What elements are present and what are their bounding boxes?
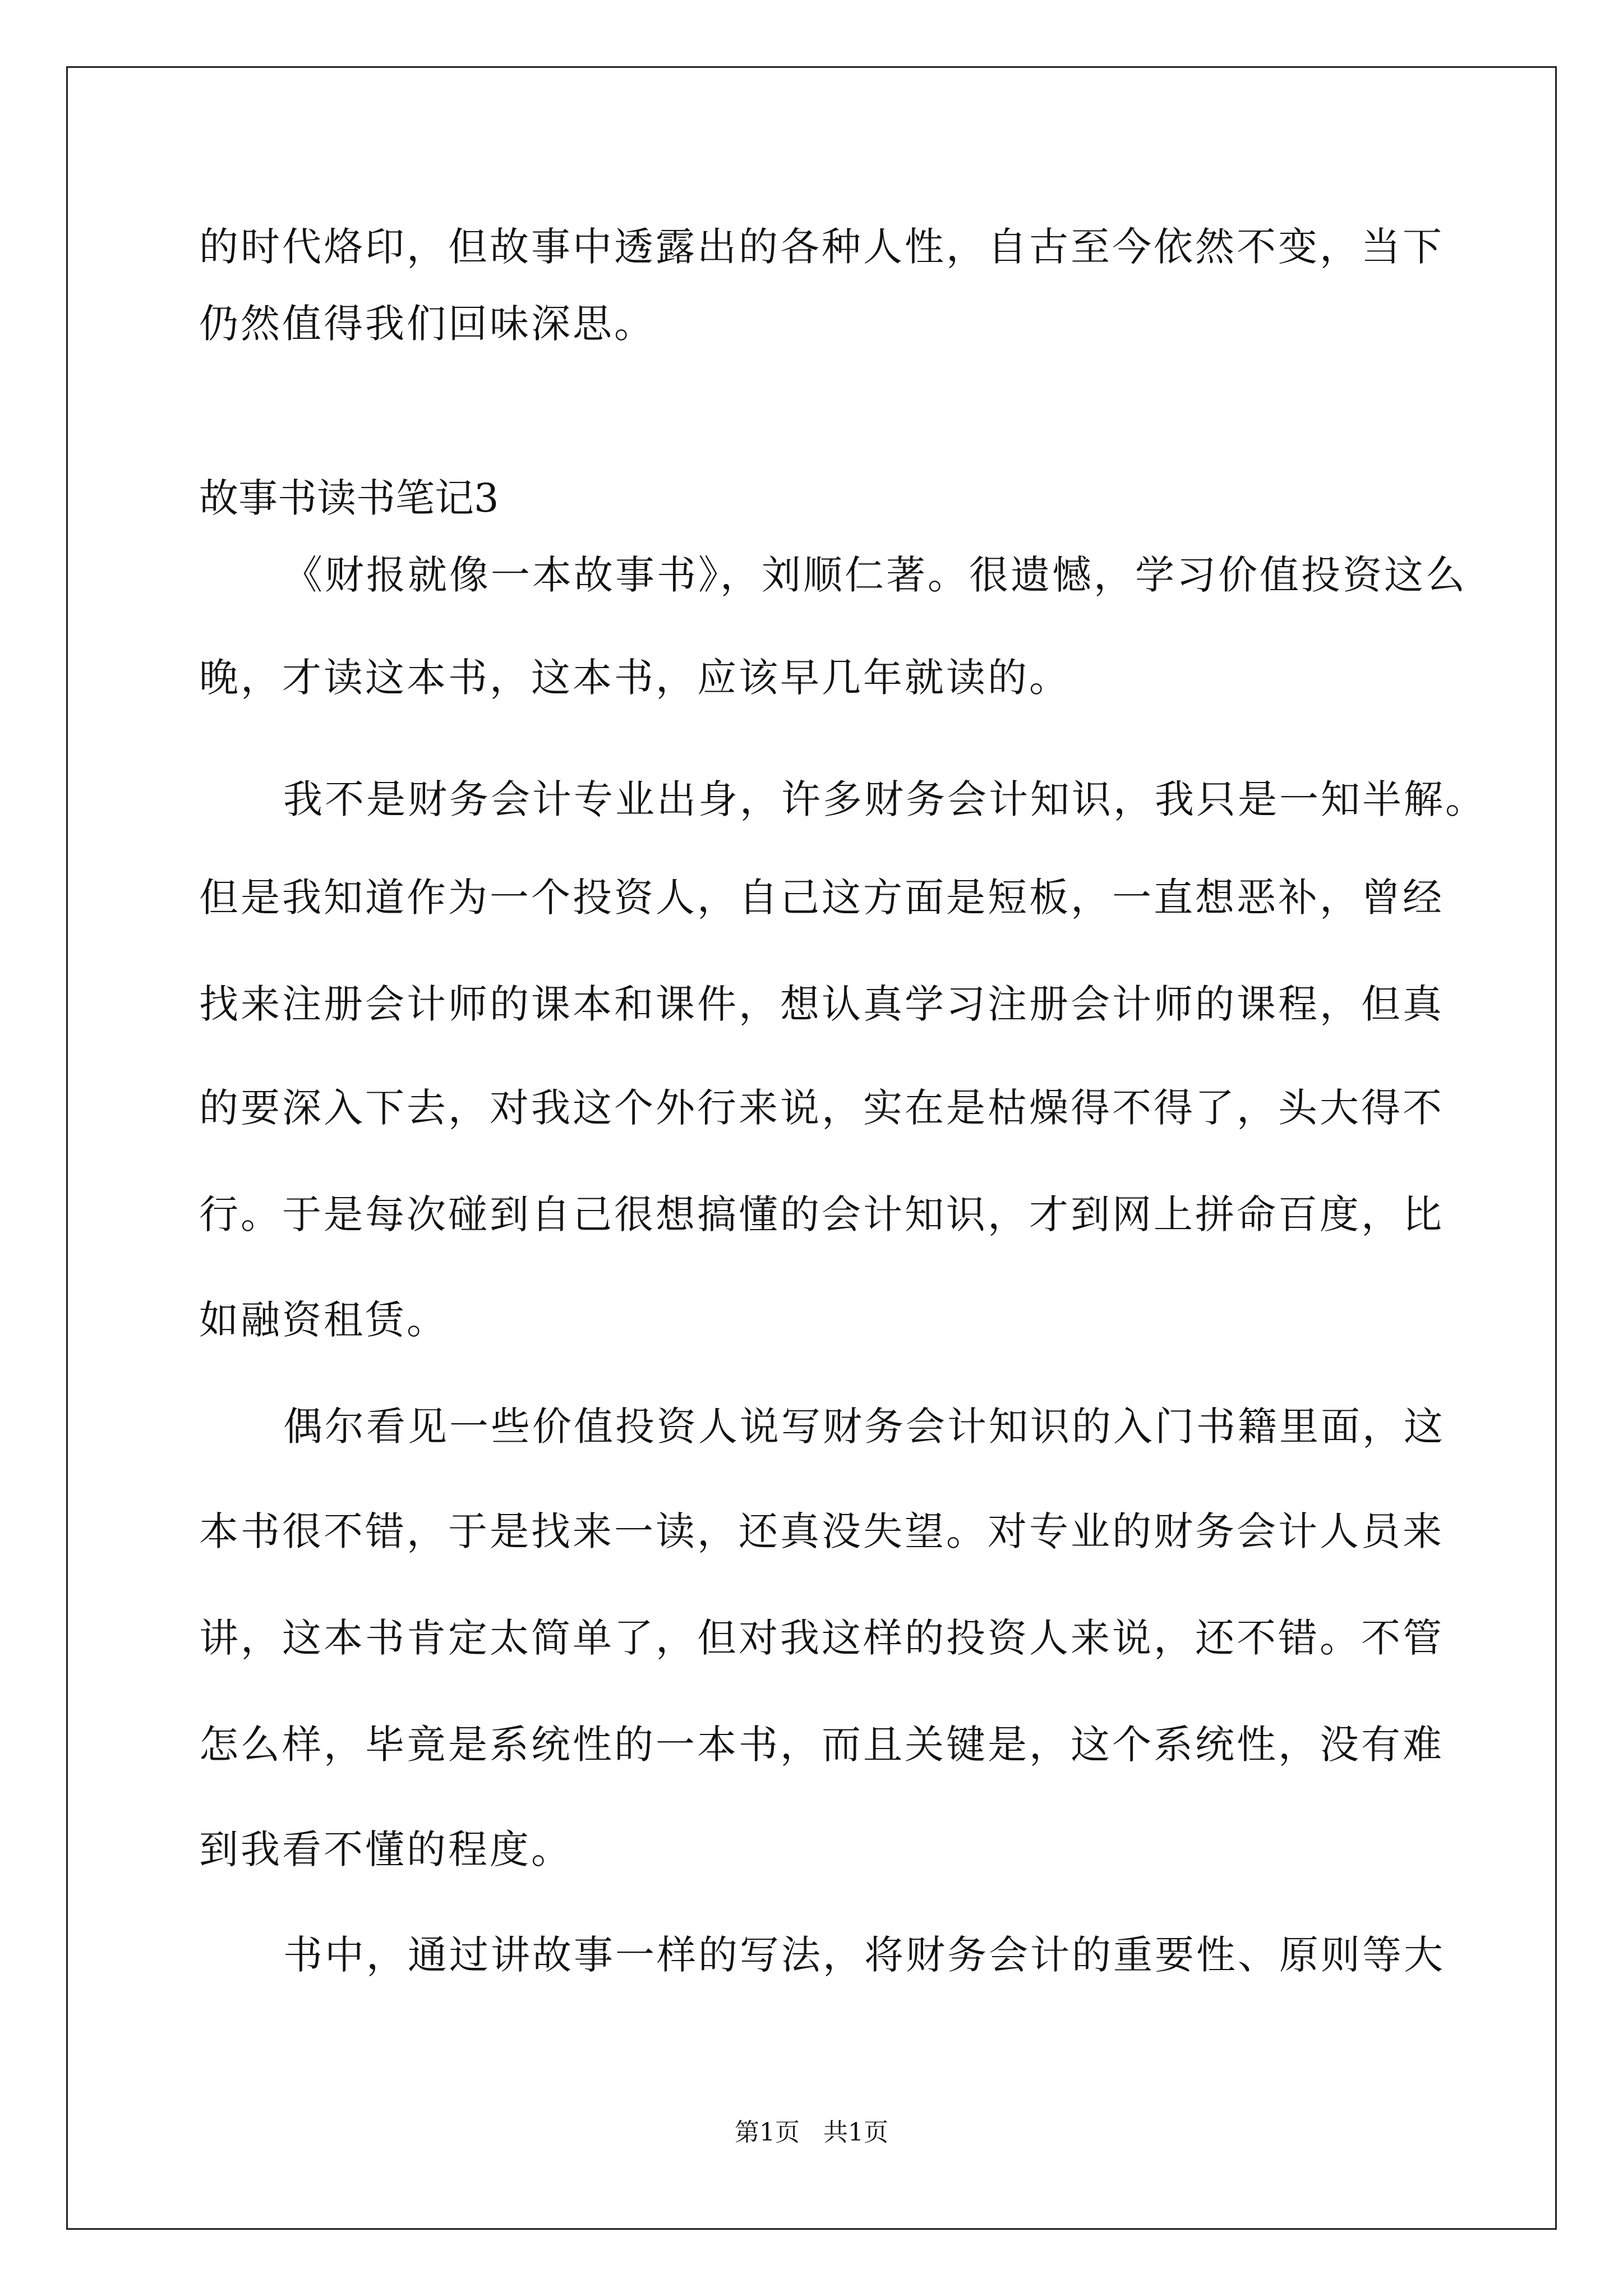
body-line-14: 讲，这本书肯定太简单了，但对我这样的投资人来说，还不错。不管 xyxy=(199,1615,1444,1661)
body-line-13: 本书很不错，于是找来一读，还真没失望。对专业的财务会计人员来 xyxy=(199,1508,1444,1554)
body-line-17: 书中，通过讲故事一样的写法，将财务会计的重要性、原则等大 xyxy=(283,1932,1445,1978)
body-line-12: 偶尔看见一些价值投资人说写财务会计知识的入门书籍里面，这 xyxy=(283,1404,1445,1450)
body-line-5: 晚，才读这本书，这本书，应该早几年就读的。 xyxy=(199,655,1071,701)
body-line-4: 《财报就像一本故事书》，刘顺仁著。很遗憾，学习价值投资这么 xyxy=(283,552,1467,598)
body-line-1: 的时代烙印，但故事中透露出的各种人性，自古至今依然不变，当下 xyxy=(199,224,1444,270)
body-line-10: 行。于是每次碰到自己很想搞懂的会计知识，才到网上拼命百度，比 xyxy=(199,1191,1444,1237)
body-line-2: 仍然值得我们回味深思。 xyxy=(199,301,656,347)
body-line-6: 我不是财务会计专业出身，许多财务会计知识，我只是一知半解。 xyxy=(283,776,1487,822)
body-line-8: 找来注册会计师的课本和课件，想认真学习注册会计师的课程，但真 xyxy=(199,981,1444,1027)
section-heading: 故事书读书笔记3 xyxy=(199,475,499,521)
body-line-11: 如融资租赁。 xyxy=(199,1297,448,1343)
page-footer xyxy=(0,2120,1623,2145)
body-line-9: 的要深入下去，对我这个外行来说，实在是枯燥得不得了，头大得不 xyxy=(199,1085,1444,1131)
body-line-16: 到我看不懂的程度。 xyxy=(199,1826,573,1872)
body-line-7: 但是我知道作为一个投资人，自己这方面是短板，一直想恶补，曾经 xyxy=(199,875,1444,921)
page-total: 共1页 xyxy=(823,2118,888,2147)
body-line-15: 怎么样，毕竟是系统性的一本书，而且关键是，这个系统性，没有难 xyxy=(199,1722,1444,1768)
page-number: 第1页 xyxy=(735,2118,800,2147)
page-border xyxy=(66,66,1557,2230)
